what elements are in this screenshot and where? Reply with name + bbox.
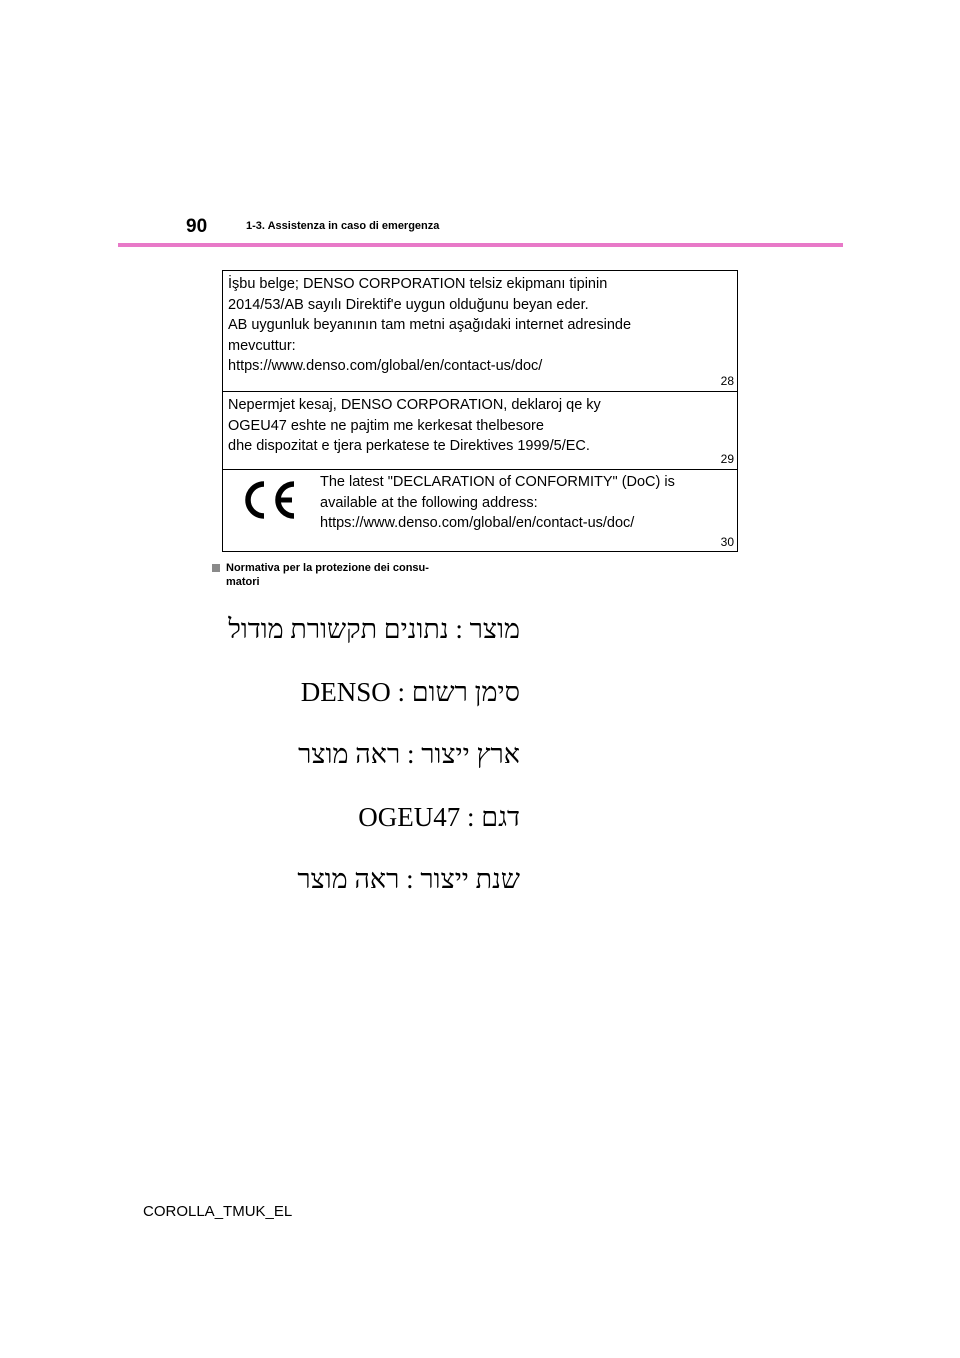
notice-number: 28 — [720, 374, 734, 388]
notice-number: 30 — [720, 535, 734, 549]
notice-text: İşbu belge; DENSO CORPORATION telsiz ekipmanı tipinin 2014/53/AB sayılı Direktif'e uygun olduğunu beyan eder. AB uygunluk beyanının tam metni aşağıdaki internet adresinde mevcuttur: https://www.denso.com/global/en/contact-us/doc/ — [228, 276, 632, 374]
notice-row-28 — [223, 271, 737, 392]
section-title: 1-3. Assistenza in caso di emergenza — [246, 220, 440, 232]
notice-number: 29 — [720, 452, 734, 466]
hebrew-line-product: מוצר : נתונים תקשורת מודול — [228, 614, 520, 644]
page-number: 90 — [186, 216, 208, 237]
notice-box — [222, 270, 738, 552]
hebrew-line-model: דגם : OGEU47 — [358, 802, 520, 832]
footer-code: COROLLA_TMUK_EL — [143, 1203, 293, 1220]
consumer-protection-heading: Normativa per la protezione dei consu- matori — [226, 562, 429, 588]
hebrew-line-country: ארץ ייצור : ראה מוצר — [298, 739, 520, 769]
bullet-square-icon — [212, 564, 220, 572]
ce-mark-icon — [237, 478, 301, 522]
notice-row-29 — [223, 392, 737, 470]
notice-text: The latest "DECLARATION of CONFORMITY" (DoC) is available at the following address: https://www.denso.com/global/en/contact-us/doc/ — [320, 474, 675, 531]
hebrew-line-trademark: סימן רשום : DENSO — [300, 677, 520, 707]
hebrew-line-year: שנת ייצור : ראה מוצר — [297, 864, 520, 894]
header-rule — [118, 243, 843, 247]
notice-row-30 — [223, 470, 737, 552]
notice-text: Nepermjet kesaj, DENSO CORPORATION, deklaroj qe ky OGEU47 eshte ne pajtim me kerkesat thelbesore dhe dispozitat e tjera perkatese te Direktives 1999/5/EC. — [228, 397, 601, 454]
